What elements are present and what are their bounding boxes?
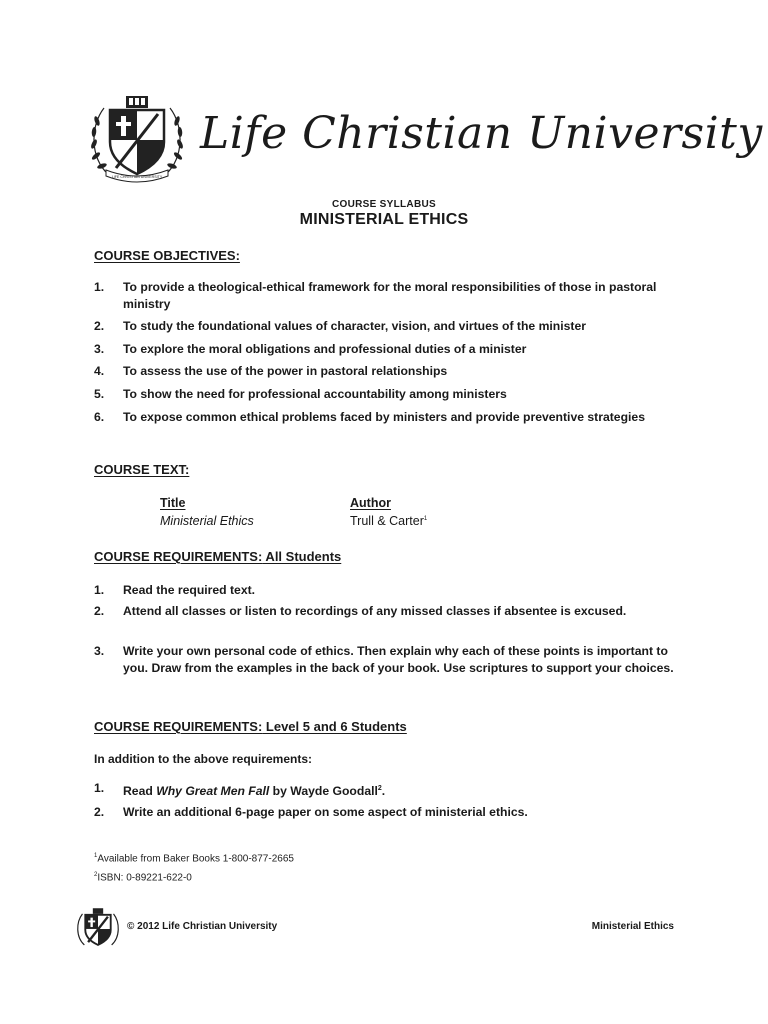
text-prefix: Read: [123, 784, 157, 799]
objective-number: 6.: [94, 410, 105, 424]
objective-text: To show the need for professional accountability among ministers: [123, 387, 507, 401]
requirement-number: 2.: [94, 604, 105, 618]
footnote-marker: 1: [423, 515, 428, 522]
objective-number: 3.: [94, 342, 105, 356]
requirements-intro: In addition to the above requirements:: [94, 752, 313, 766]
objective-number: 2.: [94, 319, 105, 333]
objective-text: To expose common ethical problems faced by ministers and provide preventive strategies: [123, 410, 645, 424]
text-end: .: [381, 784, 386, 799]
footnote-number: 1: [94, 853, 98, 859]
requirement-number: 1.: [94, 583, 105, 597]
objective-number: 1.: [94, 280, 105, 294]
footnote-marker: 2: [377, 785, 382, 792]
university-seal-logo: [86, 92, 188, 184]
requirement-text: Read the required text.: [123, 583, 256, 597]
heading-rest: Level 5 and 6 Students: [262, 719, 407, 734]
syllabus-label: COURSE SYLLABUS: [332, 199, 436, 210]
objective-text: To assess the use of the power in pastoral relationships: [123, 364, 448, 378]
book-title-italic: Why Great Men Fall: [156, 784, 270, 799]
requirements-all-heading: [94, 549, 341, 564]
book-author: [350, 514, 427, 528]
text-suffix: by Wayde Goodall: [269, 784, 378, 799]
heading-main: COURSE REQUIREMENTS:: [94, 549, 263, 564]
course-text-heading: COURSE TEXT:: [94, 462, 190, 477]
footnote: [94, 853, 294, 864]
footnote-text: Available from Baker Books 1-800-877-2665: [97, 853, 294, 865]
footer-course-name: Ministerial Ethics: [591, 921, 674, 932]
book-title: Ministerial Ethics: [160, 514, 254, 528]
objective-text: To explore the moral obligations and professional duties of a minister: [123, 342, 527, 356]
objectives-heading: COURSE OBJECTIVES:: [94, 248, 240, 263]
footer-seal-logo: [74, 906, 122, 950]
requirement-text: Attend all classes or listen to recordings of any missed classes if absentee is excused.: [123, 604, 627, 618]
requirement-text: Write your own personal code of ethics. Then explain why each of these points is important to you. Draw from the examples in the back of your book. Use scriptures to support your choices.: [123, 644, 674, 675]
course-title: MINISTERIAL ETHICS: [299, 211, 469, 228]
footer-copyright: © 2012 Life Christian University: [127, 921, 278, 932]
book-author-name: Trull & Carter: [350, 514, 424, 528]
table-header-author: Author: [350, 496, 391, 510]
seal-banner-text: LIFE CHRISTIAN UNIVERSITY: [111, 175, 163, 179]
heading-rest: All Students: [262, 549, 342, 564]
objective-text: To provide a theological-ethical framework for the moral responsibilities of those in pastoral ministry: [123, 280, 657, 311]
requirement-number: 3.: [94, 644, 105, 658]
footnote-number: 2: [94, 872, 98, 878]
objective-number: 4.: [94, 364, 105, 378]
footnote: [94, 872, 192, 883]
heading-main: COURSE REQUIREMENTS:: [94, 719, 263, 734]
objective-number: 5.: [94, 387, 105, 401]
requirement-number: 1.: [94, 781, 105, 795]
requirement-number: 2.: [94, 805, 105, 819]
requirement-text: [123, 780, 683, 800]
requirement-text: Write an additional 6-page paper on some aspect of ministerial ethics.: [123, 805, 528, 819]
objective-text: To study the foundational values of character, vision, and virtues of the minister: [123, 319, 586, 333]
table-header-title: Title: [160, 496, 186, 510]
footnote-text: ISBN: 0-89221-622-0: [97, 872, 192, 884]
requirements-level-heading: [94, 719, 407, 734]
university-name: Life Christian University: [200, 108, 763, 159]
